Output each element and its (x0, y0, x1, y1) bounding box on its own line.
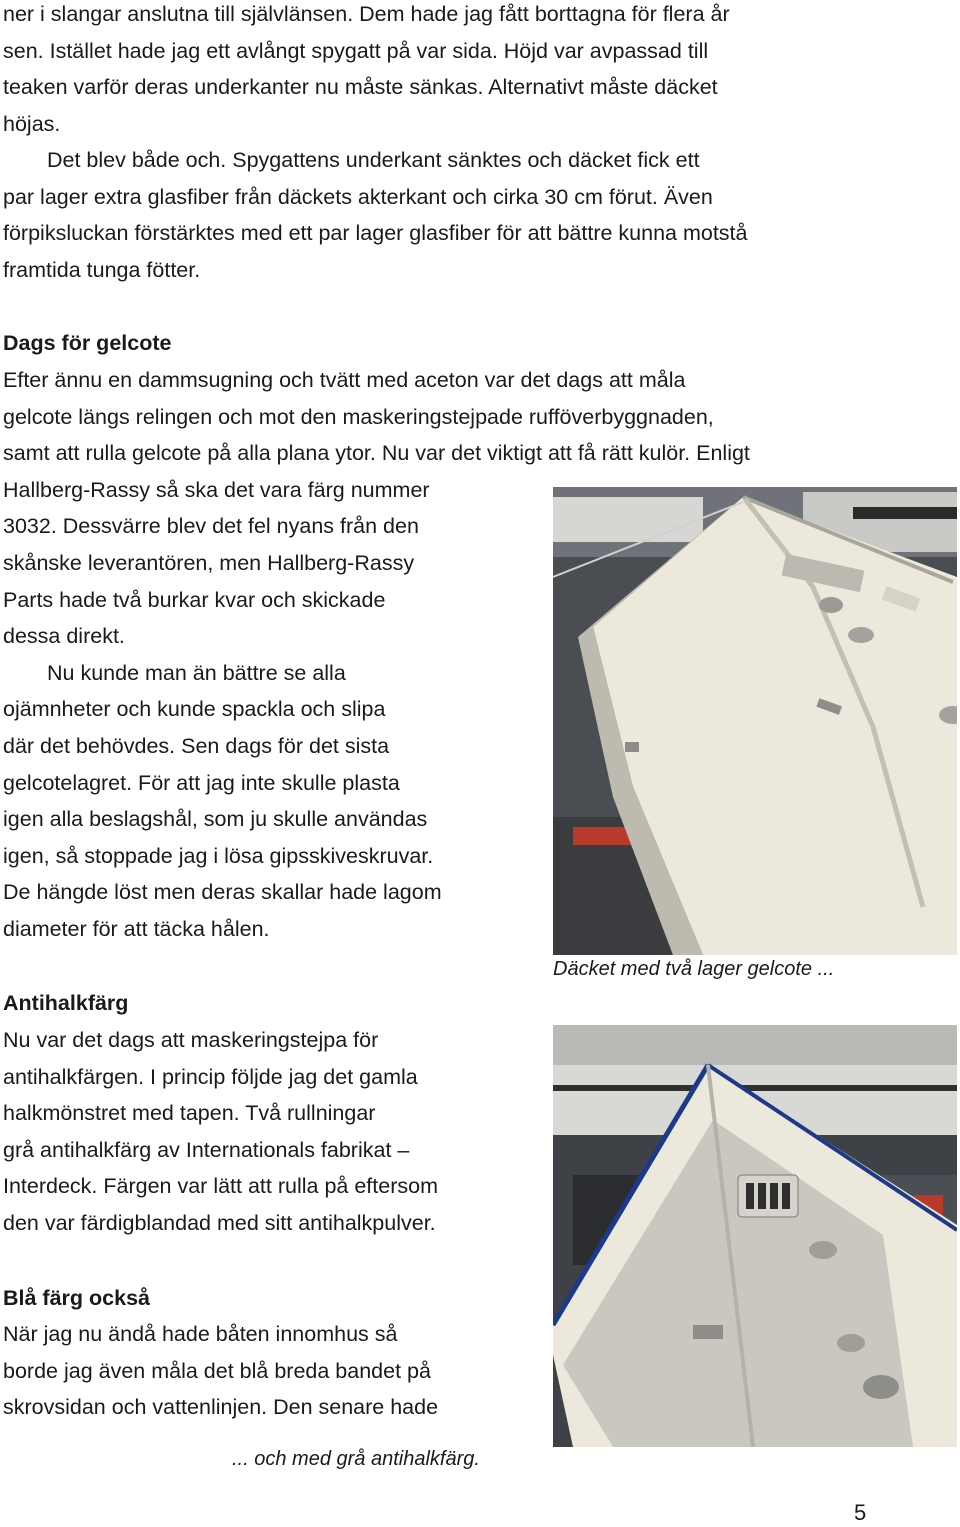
text-line: förpiksluckan förstärktes med ett par lager glasfiber för att bättre kunna motstå (3, 221, 748, 246)
intro-paragraph-2 (3, 142, 748, 288)
text-line: Nu var det dags att maskeringstejpa för (3, 1028, 379, 1052)
text-line: När jag nu ändå hade båten innomhus så (3, 1322, 398, 1346)
text-line: framtida tunga fötter. (3, 257, 201, 282)
text-line: Interdeck. Färgen var lätt att rulla på eftersom (3, 1174, 438, 1199)
text-line: 3032. Dessvärre blev det fel nyans från den (3, 514, 419, 539)
bla-farg-paragraph (3, 1316, 438, 1426)
text-line: Efter ännu en dammsugning och tvätt med aceton var det dags att måla (3, 368, 686, 392)
text-line: De hängde löst men deras skallar hade lagom (3, 880, 442, 905)
text-line: gelcote längs relingen och mot den maskeringstejpade rufföverbyggnaden, (3, 404, 714, 429)
text-line: borde jag även måla det blå breda bandet på (3, 1358, 431, 1383)
photo-caption-1: Däcket med två lager gelcote ... (553, 958, 835, 980)
text-line: igen alla beslagshål, som ju skulle användas (3, 807, 428, 832)
text-line: halkmönstret med tapen. Två rullningar (3, 1101, 376, 1126)
text-line: Parts hade två burkar kvar och skickade (3, 587, 386, 612)
page-number: 5 (854, 1500, 867, 1525)
text-line: där det behövdes. Sen dags för det sista (3, 733, 390, 758)
text-line: grå antihalkfärg av Internationals fabrikat – (3, 1137, 410, 1162)
text-line: diameter för att täcka hålen. (3, 916, 270, 941)
deck-gelcote-photo (553, 487, 957, 955)
deck-antiskid-photo (553, 1025, 957, 1447)
text-line: igen, så stoppade jag i lösa gipsskiveskruvar. (3, 843, 434, 868)
heading-bla-farg: Blå färg också (3, 1286, 150, 1310)
text-line: par lager extra glasfiber från däckets akterkant och cirka 30 cm förut. Även (3, 184, 713, 209)
text-line: dessa direkt. (3, 624, 125, 649)
text-line: Nu kunde man än bättre se alla (47, 660, 346, 685)
intro-paragraph (3, 0, 730, 142)
heading-gelcote: Dags för gelcote (3, 331, 172, 355)
text-line: skrovsidan och vattenlinjen. Den senare hade (3, 1395, 439, 1420)
photo-caption-2: ... och med grå antihalkfärg. (232, 1448, 480, 1470)
text-line: Hallberg-Rassy så ska det vara färg nummer (3, 477, 430, 502)
text-line: antihalkfärgen. I princip följde jag det gamla (3, 1064, 418, 1089)
heading-antihalkfarg: Antihalkfärg (3, 991, 129, 1015)
text-line: skånske leverantören, men Hallberg-Rassy (3, 550, 415, 575)
text-line: höjas. (3, 111, 61, 136)
text-line: Det blev både och. Spygattens underkant sänktes och däcket fick ett (47, 148, 700, 172)
antihalk-paragraph (3, 1022, 438, 1242)
text-line: den var färdigblandad med sitt antihalkpulver. (3, 1210, 436, 1235)
text-line: sen. Istället hade jag ett avlångt spygatt på var sida. Höjd var avpassad till (3, 38, 709, 63)
text-line: gelcotelagret. För att jag inte skulle plasta (3, 770, 400, 795)
text-line: teaken varför deras underkanter nu måste sänkas. Alternativt måste däcket (3, 75, 718, 100)
text-line: samt att rulla gelcote på alla plana ytor. Nu var det viktigt att få rätt kulör. Enligt (3, 441, 750, 466)
text-line: ojämnheter och kunde spackla och slipa (3, 697, 386, 722)
text-line: ner i slangar anslutna till självlänsen. Dem hade jag fått borttagna för flera år (3, 2, 730, 26)
